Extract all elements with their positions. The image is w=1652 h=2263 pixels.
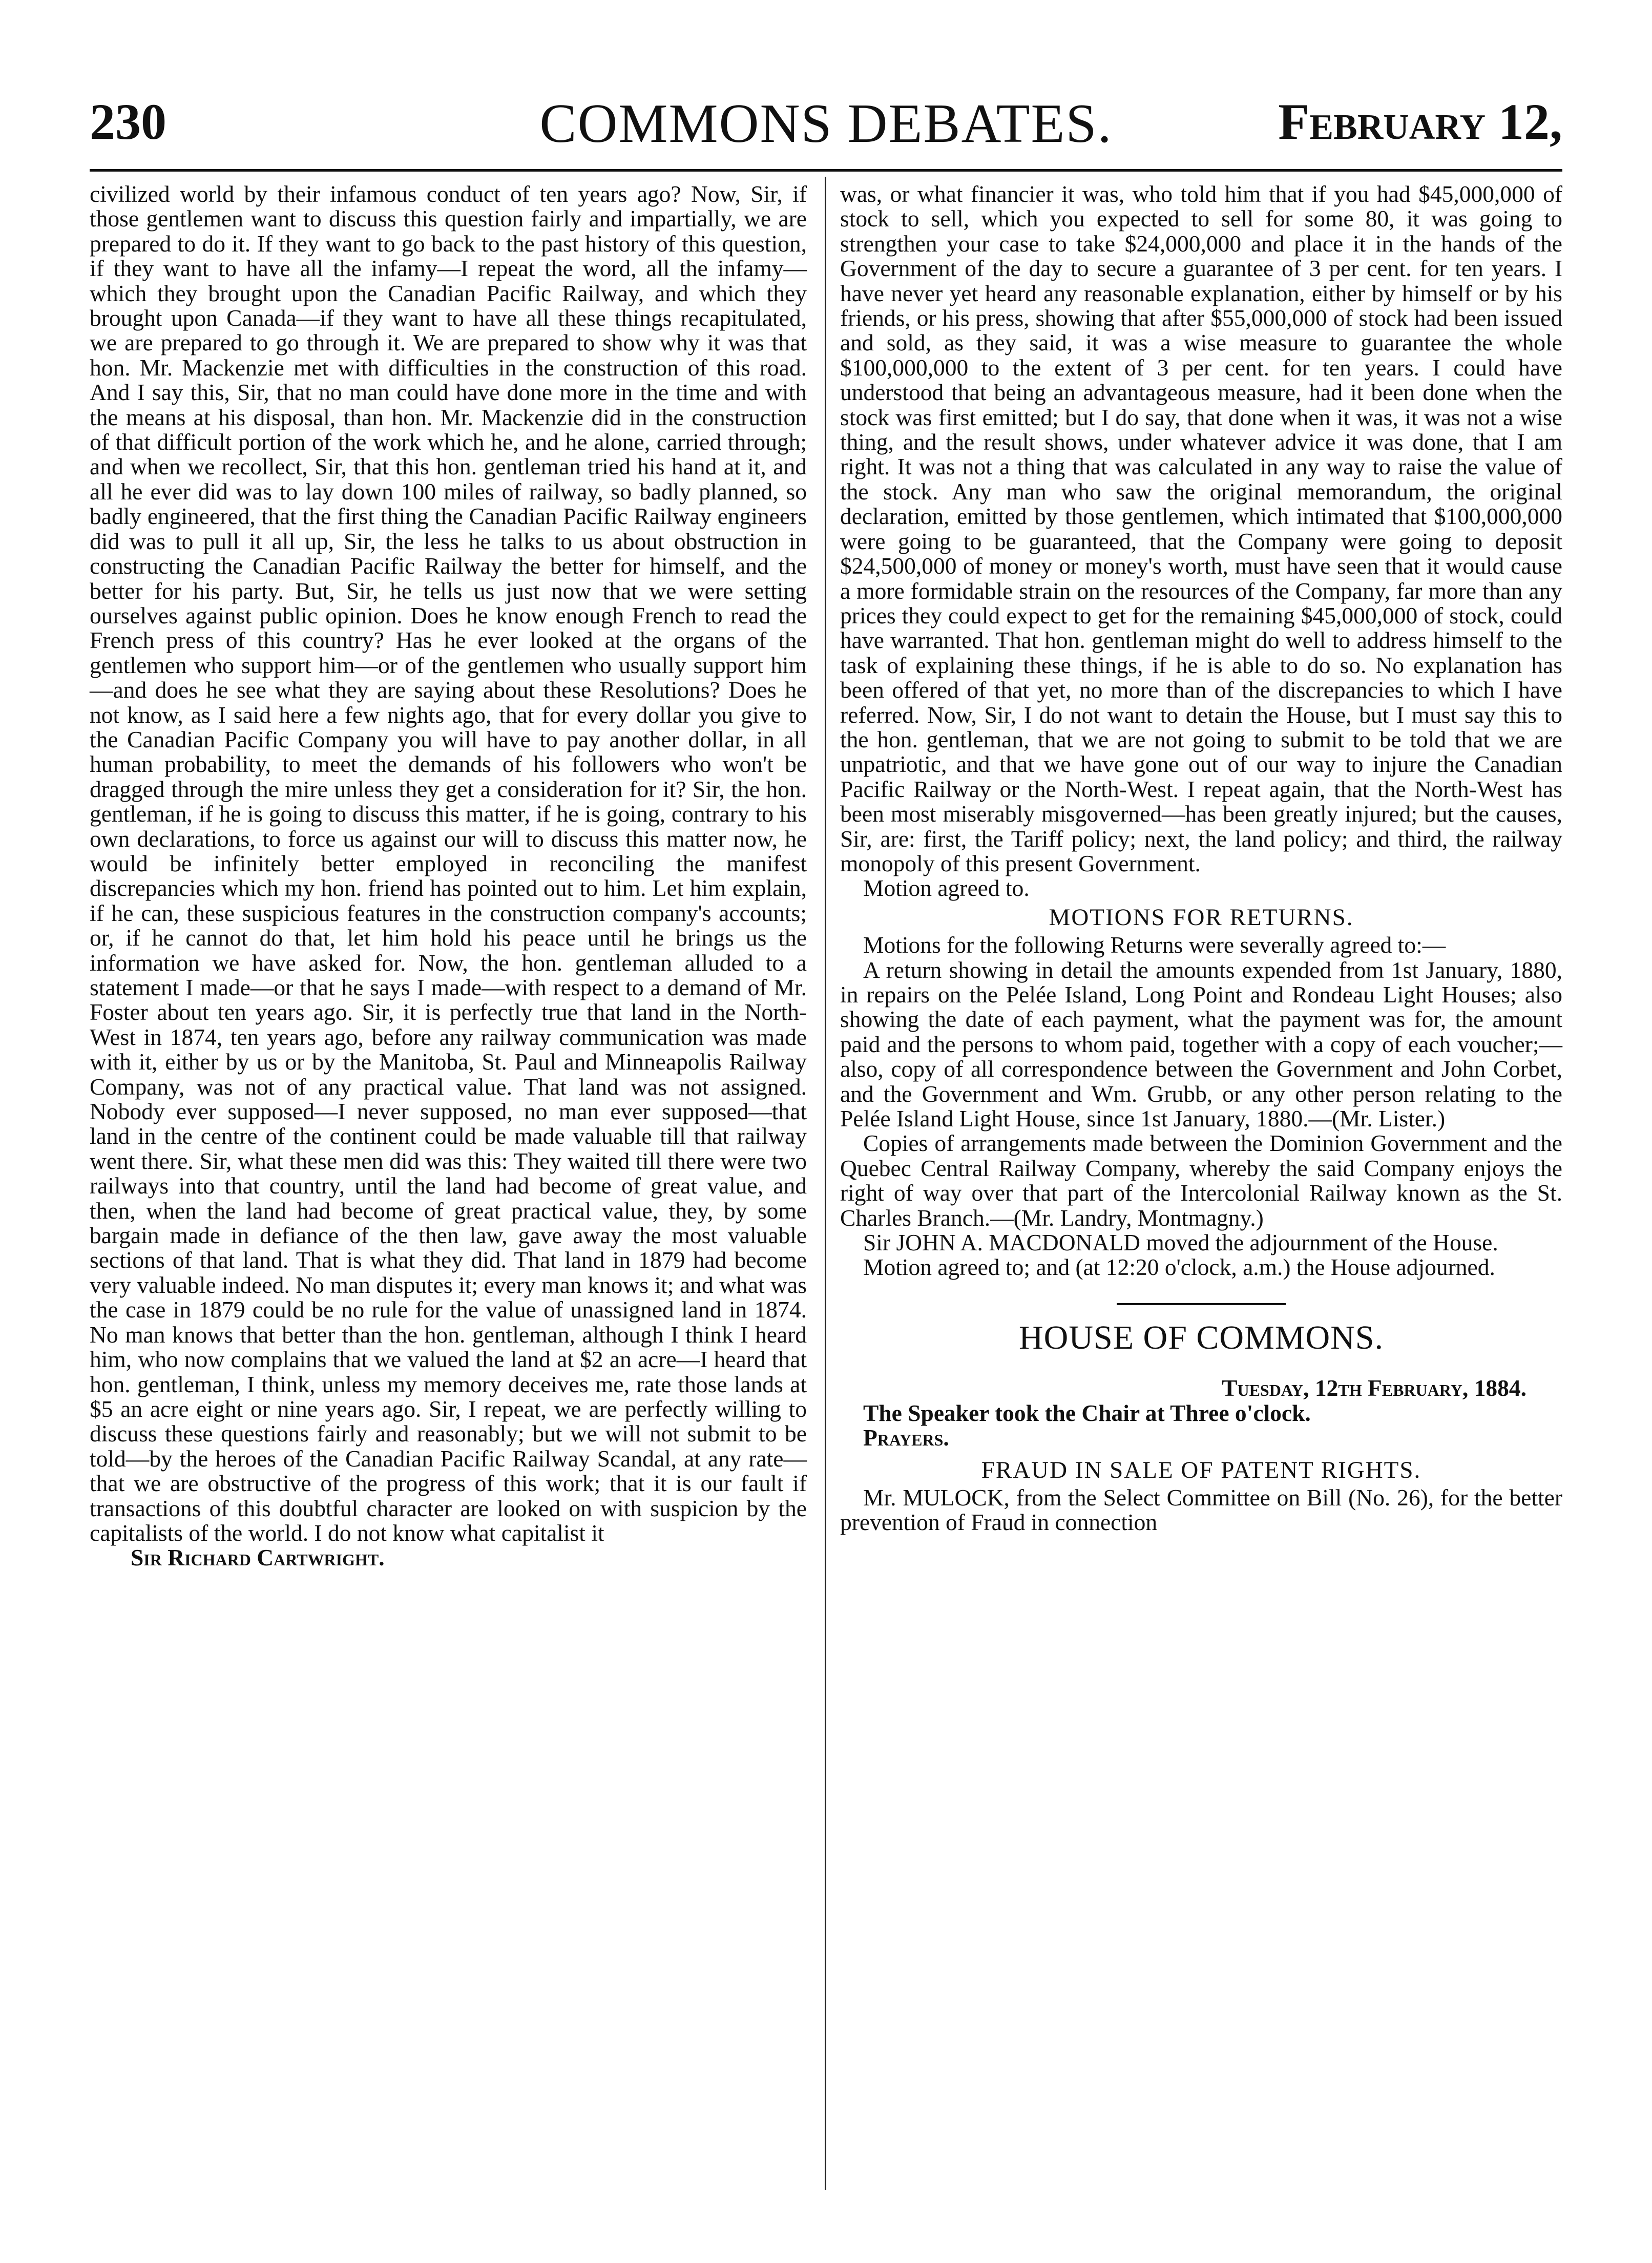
header-rule: [90, 169, 1562, 172]
page-number: 230: [90, 93, 166, 150]
mulock-report: Mr. MULOCK, from the Select Committee on Bill (No. 26), for the better prevention of Fraud in connection: [840, 1484, 1562, 1536]
adjournment-agreed: Motion agreed to; and (at 12:20 o'clock, a.m.) the House adjourned.: [863, 1254, 1495, 1281]
fraud-heading: FRAUD IN SALE OF PATENT RIGHTS.: [981, 1456, 1421, 1483]
house-of-commons-heading: HOUSE OF COMMONS.: [1019, 1318, 1384, 1356]
next-speaker: Sir Richard Cartwright.: [131, 1544, 385, 1571]
return-item-2: Copies of arrangements made between the Dominion Government and the Quebec Central Railway Company, whereby the said Company enjoys the right of way over that part of the Intercolonial Railway known as the St. Charles Branch.—(Mr. Landry, Montmagny.): [840, 1130, 1562, 1231]
speaker-takes-chair: The Speaker took the Chair at Three o'clock.: [863, 1399, 1311, 1426]
returns-intro: Motions for the following Returns were severally agreed to:—: [863, 932, 1446, 958]
motion-agreed: Motion agreed to.: [863, 875, 1030, 902]
left-column: [90, 182, 807, 1570]
section-rule: [1117, 1303, 1286, 1305]
return-item-1: A return showing in detail the amounts expended from 1st January, 1880, in repairs on the Pelée Island, Long Point and Rondeau Light Houses; also showing the date of each payment, what the payment was for, the amount paid and the persons to whom paid, together with a copy of each voucher;—also, copy of all correspondence between the Government and John Corbet, and the Government and Wm. Grubb, or any other person relating to the Pelée Island Light House, since 1st January, 1880.—(Mr. Lister.): [840, 956, 1562, 1132]
sitting-date: Tuesday, 12th February, 1884.: [1222, 1375, 1526, 1401]
adjournment-moved: Sir JOHN A. MACDONALD moved the adjournment of the House.: [863, 1229, 1498, 1256]
header-date: February 12,: [1278, 93, 1562, 150]
motions-for-returns-heading: MOTIONS FOR RETURNS.: [1049, 904, 1354, 931]
speech-paragraph: civilized world by their infamous conduct of ten years ago? Now, Sir, if those gentlemen want to discuss this question fairly and impartially, we are prepared to do it. If they want to go back to the past history of this question, if they want to have all the infamy—I repeat the word, all the infamy—which they brought upon the Canadian Pacific Railway, and which they brought upon Canada—if they want to have all these things recapitulated, we are prepared to go through it. We are prepared to show why it was that hon. Mr. Mackenzie met with difficulties in the construction of this road. And I say this, Sir, that no man could have done more in the time and with the means at his disposal, than hon. Mr. Mackenzie did in the construction of that difficult portion of the work which he, and he alone, carried through; and when we recollect, Sir, that this hon. gentleman tried his hand at it, and all he ever did was to lay down 100 miles of railway, so badly planned, so badly engineered, that the first thing the Canadian Pacific Railway engineers did was to pull it all up, Sir, the less he talks to us about obstruction in constructing the Canadian Pacific Railway the better for himself, and the better for his party. But, Sir, he tells us just now that we were setting ourselves against public opinion. Does he know enough French to read the French press of this country? Has he ever looked at the organs of the gentlemen who support him—or of the gentlemen who usually support him—and does he see what they are saying about these Resolutions? Does he not know, as I said here a few nights ago, that for every dollar you give to the Canadian Pacific Company you will have to pay another dollar, in all human probability, to meet the demands of his followers who won't be dragged through the mire unless they get a consideration for it? Sir, the hon. gentleman, if he is going to discuss this matter, if he is going, contrary to his own declarations, to force us against our will to discuss this matter now, he would be infinitely better employed in reconciling the manifest discrepancies which my hon. friend has pointed out to him. Let him explain, if he can, these suspicious features in the construction company's accounts; or, if he cannot do that, let him hold his peace until he brings us the information we have asked for. Now, the hon. gentleman alluded to a statement I made—or that he says I made—with respect to a demand of Mr. Foster about ten years ago. Sir, it is perfectly true that land in the North-West in 1874, ten years ago, before any railway communication was made with it, either by us or by the Manitoba, St. Paul and Minneapolis Railway Company, was not of any practical value. That land was not assigned. Nobody ever supposed—I never supposed, no man ever supposed—that land in the centre of the continent could be made valuable till that railway went there. Sir, what these men did was this: They waited till there were two railways into that country, until the land had become of great value, and then, when the land had become of great practical value, they, by some bargain made in defiance of the then law, gave away the most valuable sections of that land. That is what they did. That land in 1879 had become very valuable indeed. No man disputes it; every man knows it; and what was the case in 1879 could be no rule for the value of unassigned land in 1874. No man knows that better than the hon. gentleman, although I think I heard him, who now complains that we valued the land at $2 an acre—I heard that hon. gentleman, I think, unless my memory deceives me, rate those lands at $5 an acre eight or nine years ago. Sir, I repeat, we are perfectly willing to discuss these questions fairly and reasonably; but we will not submit to be told—by the heroes of the Canadian Pacific Railway Scandal, at any rate—that we are obstructive of the progress of this work; that it is our fault if transactions of this doubtful character are looked on with suspicion by the capitalists of the world. I do not know what capitalist it: [90, 181, 807, 1546]
page-header: [90, 92, 1562, 159]
speech-continuation: was, or what financier it was, who told him that if you had $45,000,000 of stock to sell, which you expected to sell for some 80, it was going to strengthen your case to take $24,000,000 and place it in the hands of the Government of the day to secure a guarantee of 3 per cent. for ten years. I have never yet heard any reasonable explanation, either by himself or by his friends, or his press, showing that after $55,000,000 of stock had been issued and sold, as they said, it was a wise measure to guarantee the whole $100,000,000 to the extent of 3 per cent. for ten years. I could have understood that being an advantageous measure, had it been done when the stock was first emitted; but I do say, that done when it was, it was not a wise thing, and the result shows, under whatever advice it was done, that I am right. It was not a thing that was calculated in any way to raise the value of the stock. Any man who saw the original memorandum, the original declaration, emitted by those gentlemen, which intimated that $100,000,000 were going to be guaranteed, that the Company were going to deposit $24,500,000 of money or money's worth, must have seen that it would cause a more formidable strain on the resources of the Company, far more than any prices they could expect to get for the remaining $45,000,000 of stock, could have warranted. That hon. gentleman might do well to address himself to the task of explaining these things, if he is able to do so. No explanation has been offered of that yet, no more than of the discrepancies to which I have referred. Now, Sir, I do not want to detain the House, but I must say this to the hon. gentleman, that we are not going to submit to be told that we are unpatriotic, and that we have gone out of our way to injure the Canadian Pacific Railway or the North-West. I repeat again, that the North-West has been most miserably misgoverned—has been greatly injured; but the causes, Sir, are: first, the Tariff policy; next, the land policy; and third, the railway monopoly of this present Government.: [840, 181, 1562, 876]
running-title: COMMONS DEBATES.: [539, 93, 1113, 154]
right-column: [840, 182, 1562, 1535]
prayers-line: Prayers.: [863, 1424, 949, 1451]
column-divider: [825, 177, 826, 2190]
